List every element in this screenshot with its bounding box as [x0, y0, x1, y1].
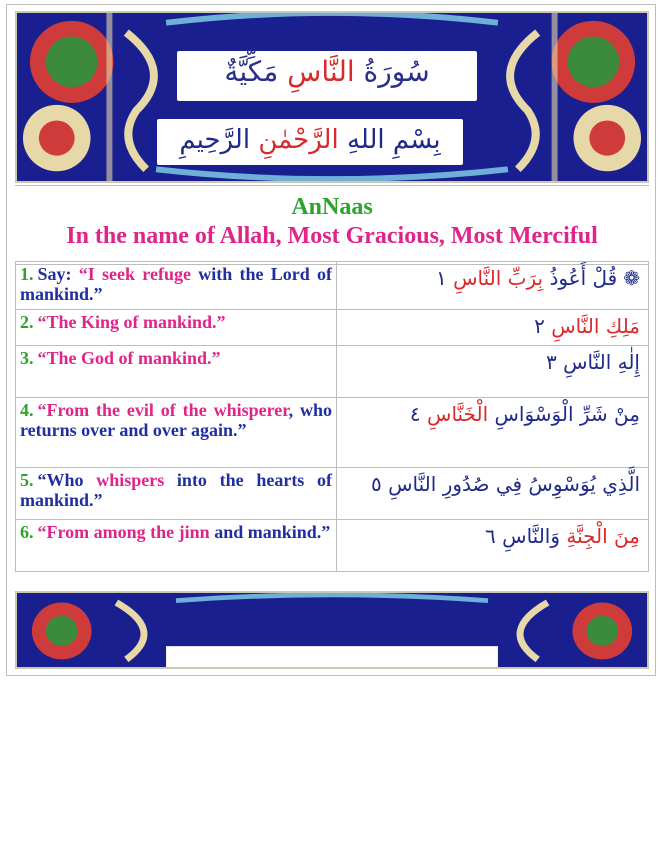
arabic-segment: مِنْ شَرِّ الْوَسْوَاسِ: [494, 402, 640, 426]
surah-page: [6, 4, 656, 676]
flower-ornament-icon: ❁: [623, 266, 640, 290]
arabic-segment: وَالنَّاسِ ٦: [485, 524, 567, 548]
bottom-ornament-banner: [15, 591, 649, 669]
verse-number: 5.: [20, 470, 34, 490]
verse-number: 6.: [20, 522, 34, 542]
arabic-segment: ١: [435, 266, 454, 290]
arabic-segment: قُلْ أَعُوذُ: [549, 266, 618, 290]
verse-arabic: [337, 398, 649, 468]
arabic-segment: ٤: [409, 402, 428, 426]
verse-text-segment: “From the evil of the: [37, 400, 214, 420]
verse-row: [16, 468, 649, 520]
verse-text-segment: “I seek refuge: [78, 264, 191, 284]
arabic-segment: مِنَ الْجِنَّةِ: [566, 524, 640, 548]
verse-english: [16, 262, 337, 310]
verse-row: [16, 310, 649, 346]
verse-row: [16, 346, 649, 398]
arabic-segment: ٣: [545, 350, 564, 374]
verse-english: [16, 468, 337, 520]
verse-number: 2.: [20, 312, 34, 332]
verse-text-segment: whisperer: [213, 400, 289, 420]
verse-text-segment: with the Lord of mankind.”: [20, 264, 332, 304]
verse-english: [16, 346, 337, 398]
verse-arabic: [337, 520, 649, 572]
verse-text-segment: “From among the: [37, 522, 179, 542]
verses-table: [15, 261, 649, 572]
arabic-segment: بِرَبِّ النَّاسِ: [453, 266, 550, 290]
verse-text-segment: , who returns over and over again.”: [20, 400, 332, 440]
verse-text-segment: Say:: [37, 264, 79, 284]
verse-text-segment: “The God of mankind.”: [37, 348, 221, 368]
verse-text-segment: and mankind.”: [209, 522, 331, 542]
ornament-pattern-bottom: [17, 593, 647, 667]
surah-title-arabic: سُورَةُ النَّاسِ مَكِّيَّةٌ: [224, 55, 430, 88]
verse-row: [16, 398, 649, 468]
bismillah-english: In the name of Allah, Most Gracious, Most Merciful: [66, 223, 598, 249]
verse-arabic: [337, 310, 649, 346]
top-ornament-banner: [15, 11, 649, 183]
arabic-segment: ٢: [534, 314, 552, 338]
verse-text-segment: “Who: [37, 470, 97, 490]
surah-name: AnNaas: [291, 194, 373, 220]
surah-header: [15, 185, 649, 265]
verse-arabic: [337, 468, 649, 520]
verse-row: [16, 262, 649, 310]
verse-row: [16, 520, 649, 572]
arabic-segment: إِلٰهِ النَّاسِ: [563, 350, 640, 374]
verse-english: [16, 310, 337, 346]
arabic-segment: الْخَنَّاسِ: [427, 402, 495, 426]
verse-english: [16, 398, 337, 468]
verse-english: [16, 520, 337, 572]
verse-text-segment: whispers: [96, 470, 165, 490]
verse-number: 1.: [20, 264, 34, 284]
verse-number: 4.: [20, 400, 34, 420]
verse-arabic: [337, 262, 649, 310]
verse-text-segment: “The King of mankind.”: [37, 312, 226, 332]
arabic-segment: الَّذِي يُوَسْوِسُ فِي صُدُورِ النَّاسِ: [388, 472, 640, 496]
verse-text-segment: into the hearts of mankind.”: [20, 470, 333, 510]
arabic-segment: ٥: [371, 472, 389, 496]
verse-number: 3.: [20, 348, 34, 368]
bismillah-arabic: بِسْمِ اللهِ الرَّحْمٰنِ الرَّحِيمِ: [179, 125, 441, 155]
verse-text-segment: jinn: [178, 522, 210, 542]
arabic-segment: مَلِكِ النَّاسِ: [551, 314, 640, 338]
verse-arabic: [337, 346, 649, 398]
